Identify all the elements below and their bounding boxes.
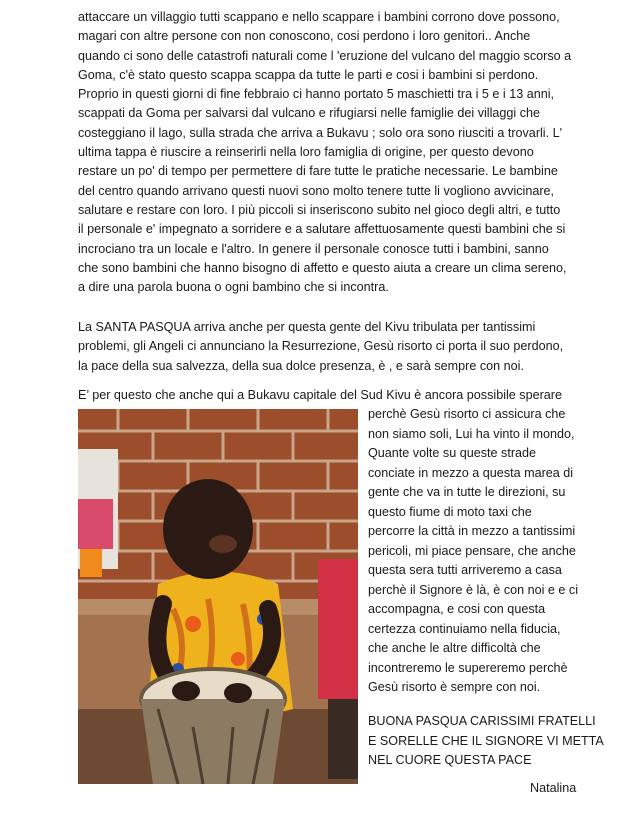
text-line: Quante volte su queste strade <box>368 446 537 460</box>
text-line: La SANTA PASQUA arriva anche per questa gente del Kivu tribulata per tantissimi <box>78 320 536 334</box>
text-line: salutare e restare con loro. I più piccoli si inseriscono subito nel gioco degli altri, e tutto <box>78 202 561 217</box>
text-line: non siamo soli, Lui ha vinto il mondo, <box>368 426 575 441</box>
text-line: che sono bambini che hanno bisogno di affetto e questo aiuta a creare un clima sereno, <box>78 260 567 275</box>
easter-greeting <box>368 712 608 771</box>
paragraph-children-lost <box>78 8 588 297</box>
text-line: Goma, c'è stato questo scappa scappa da tutte le parti e cosi i bambini si perdono. <box>78 67 539 82</box>
text-line: questo fiume di moto taxi che <box>368 504 532 519</box>
text-line: scappati da Goma per salvarsi dal vulcano e rifugiarsi nelle famiglie dei villaggi che <box>78 106 541 121</box>
text-line: certezza continuiamo nella fiducia, <box>368 621 561 636</box>
text-line: restare un po' di tempo per permettere di fare tutte le pratiche necessarie. Le bambine <box>78 164 558 179</box>
text-line: problemi, gli Angeli ci annunciano la Resurrezione, Gesù risorto ci porta il suo perdono, <box>78 339 564 354</box>
text-line: a dire una parola buona o ogni bambino che si incontra. <box>78 280 389 295</box>
photo-child-drum <box>78 409 358 784</box>
signature: Natalina <box>530 781 577 795</box>
text-line: incontreremo le supereremo perchè <box>368 660 568 675</box>
text-line: E SORELLE CHE IL SIGNORE VI METTA <box>368 733 604 748</box>
text-line: questa sera tutti arriveremo a casa <box>368 563 562 577</box>
text-line: gente che va in tutte le direzioni, su <box>368 485 566 499</box>
text-line: incrociano tra un locale e l'altro. In genere il personale conosce tutti i bambini, sanno <box>78 241 549 256</box>
text-line: pericoli, mi piace pensare, che anche <box>368 543 576 558</box>
paragraph-hope <box>78 386 588 405</box>
text-line: accompagna, e cosi con questa <box>368 602 546 616</box>
text-line: quando ci sono delle catastrofi naturali come l 'eruzione del vulcano del maggio scorso a <box>78 48 572 63</box>
text-line: percorre la città in mezzo a tantissimi <box>368 524 576 538</box>
text-line: E’ per questo che anche qui a Bukavu capitale del Sud Kivu è ancora possibile sperare <box>78 388 562 402</box>
side-text-column <box>368 405 608 698</box>
text-line: NEL CUORE QUESTA PACE <box>368 753 532 767</box>
text-line: Proprio in questi giorni di fine febbraio ci hanno portato 5 maschietti tra i 5 e i 13 anni, <box>78 87 555 102</box>
text-line: costeggiano il lago, sulla strada che arriva a Bukavu ; solo ora sono riusciti a trovarli. L' <box>78 125 563 140</box>
text-line: conciate in mezzo a questa marea di <box>368 465 574 480</box>
text-line: BUONA PASQUA CARISSIMI FRATELLI <box>368 714 596 728</box>
text-line: il personale e' impegnato a sorridere e a salutare affettuosamente questi bambini che si <box>78 222 566 237</box>
text-line: attaccare un villaggio tutti scappano e nello scappare i bambini corrono dove possono, <box>78 10 560 24</box>
text-line: magari con altre persone con non conoscono, cosi perdono i loro genitori.. Anche <box>78 29 531 44</box>
text-line: ultima tappa è riuscire a reinserirli nella loro famiglia di origine, per questo devono <box>78 145 534 160</box>
text-line: perchè il Signore è là, è con noi e e ci <box>368 582 579 597</box>
paragraph-easter <box>78 318 588 376</box>
text-line: Gesù risorto è sempre con noi. <box>368 680 541 694</box>
text-line: perchè Gesù risorto ci assicura che <box>368 407 566 421</box>
text-line: del centro quando arrivano questi nuovi sono molto tenere tutte li vogliono avvicinare, <box>78 183 555 198</box>
text-line: che anche le altre difficoltà che <box>368 641 541 655</box>
text-line: la pace della sua salvezza, della sua dolce presenza, è , e sarà sempre con noi. <box>78 358 524 373</box>
